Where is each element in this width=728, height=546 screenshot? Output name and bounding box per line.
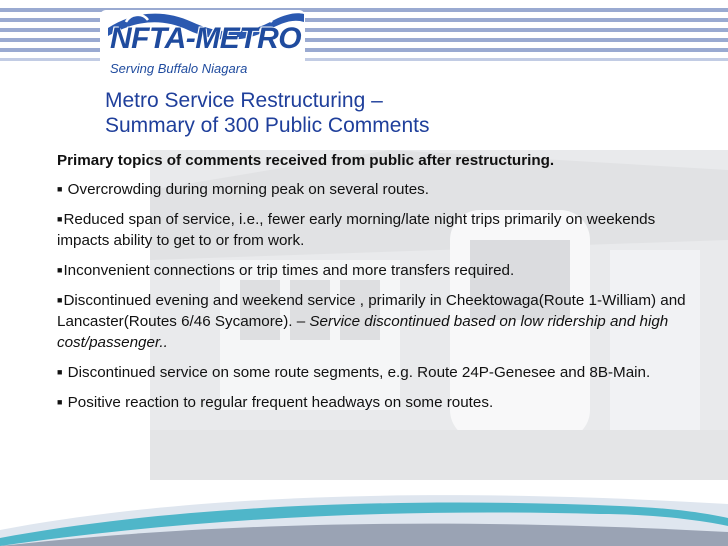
bullet-item (57, 362, 697, 383)
bullet-item (57, 260, 697, 281)
intro-heading: Primary topics of comments received from public after restructuring. (57, 152, 555, 169)
square-bullet-icon: ■ (57, 367, 63, 377)
bullet-text: Positive reaction to regular frequent headways on some routes. (67, 394, 494, 411)
title-line-1: Metro Service Restructuring – (105, 89, 383, 112)
bullet-item (57, 392, 697, 413)
slide-title (105, 88, 605, 138)
bullet-item (57, 290, 697, 353)
bullet-item (57, 209, 697, 251)
square-bullet-icon: ■ (57, 265, 63, 275)
square-bullet-icon: ■ (57, 184, 63, 194)
bullet-text: Discontinued service on some route segments, e.g. Route 24P-Genesee and 8B-Main. (67, 364, 651, 381)
footer-swoosh (0, 478, 728, 546)
bullet-text: Inconvenient connections or trip times and more transfers required. (63, 262, 515, 279)
title-line-2: Summary of 300 Public Comments (105, 114, 430, 137)
logo-wordmark: NFTA-METRO (110, 22, 302, 55)
square-bullet-icon: ■ (57, 295, 63, 305)
bullet-item (57, 179, 697, 200)
logo-tagline: Serving Buffalo Niagara (110, 61, 248, 76)
square-bullet-icon: ■ (57, 214, 63, 224)
bullet-text: Reduced span of service, i.e., fewer early morning/late night trips primarily on weekends impacts ability to get to or from work. (57, 211, 656, 249)
bullet-text: Overcrowding during morning peak on several routes. (67, 181, 429, 198)
bullet-text: Discontinued evening and weekend service , primarily in Cheektowaga(Route 1-William) and Lancaster(Routes 6/46 Sycamore). – (57, 292, 686, 330)
bullet-emphasis: Service discontinued based on low ridership and high cost/passenger.. (57, 313, 669, 351)
content-body (57, 151, 697, 422)
square-bullet-icon: ■ (57, 397, 63, 407)
